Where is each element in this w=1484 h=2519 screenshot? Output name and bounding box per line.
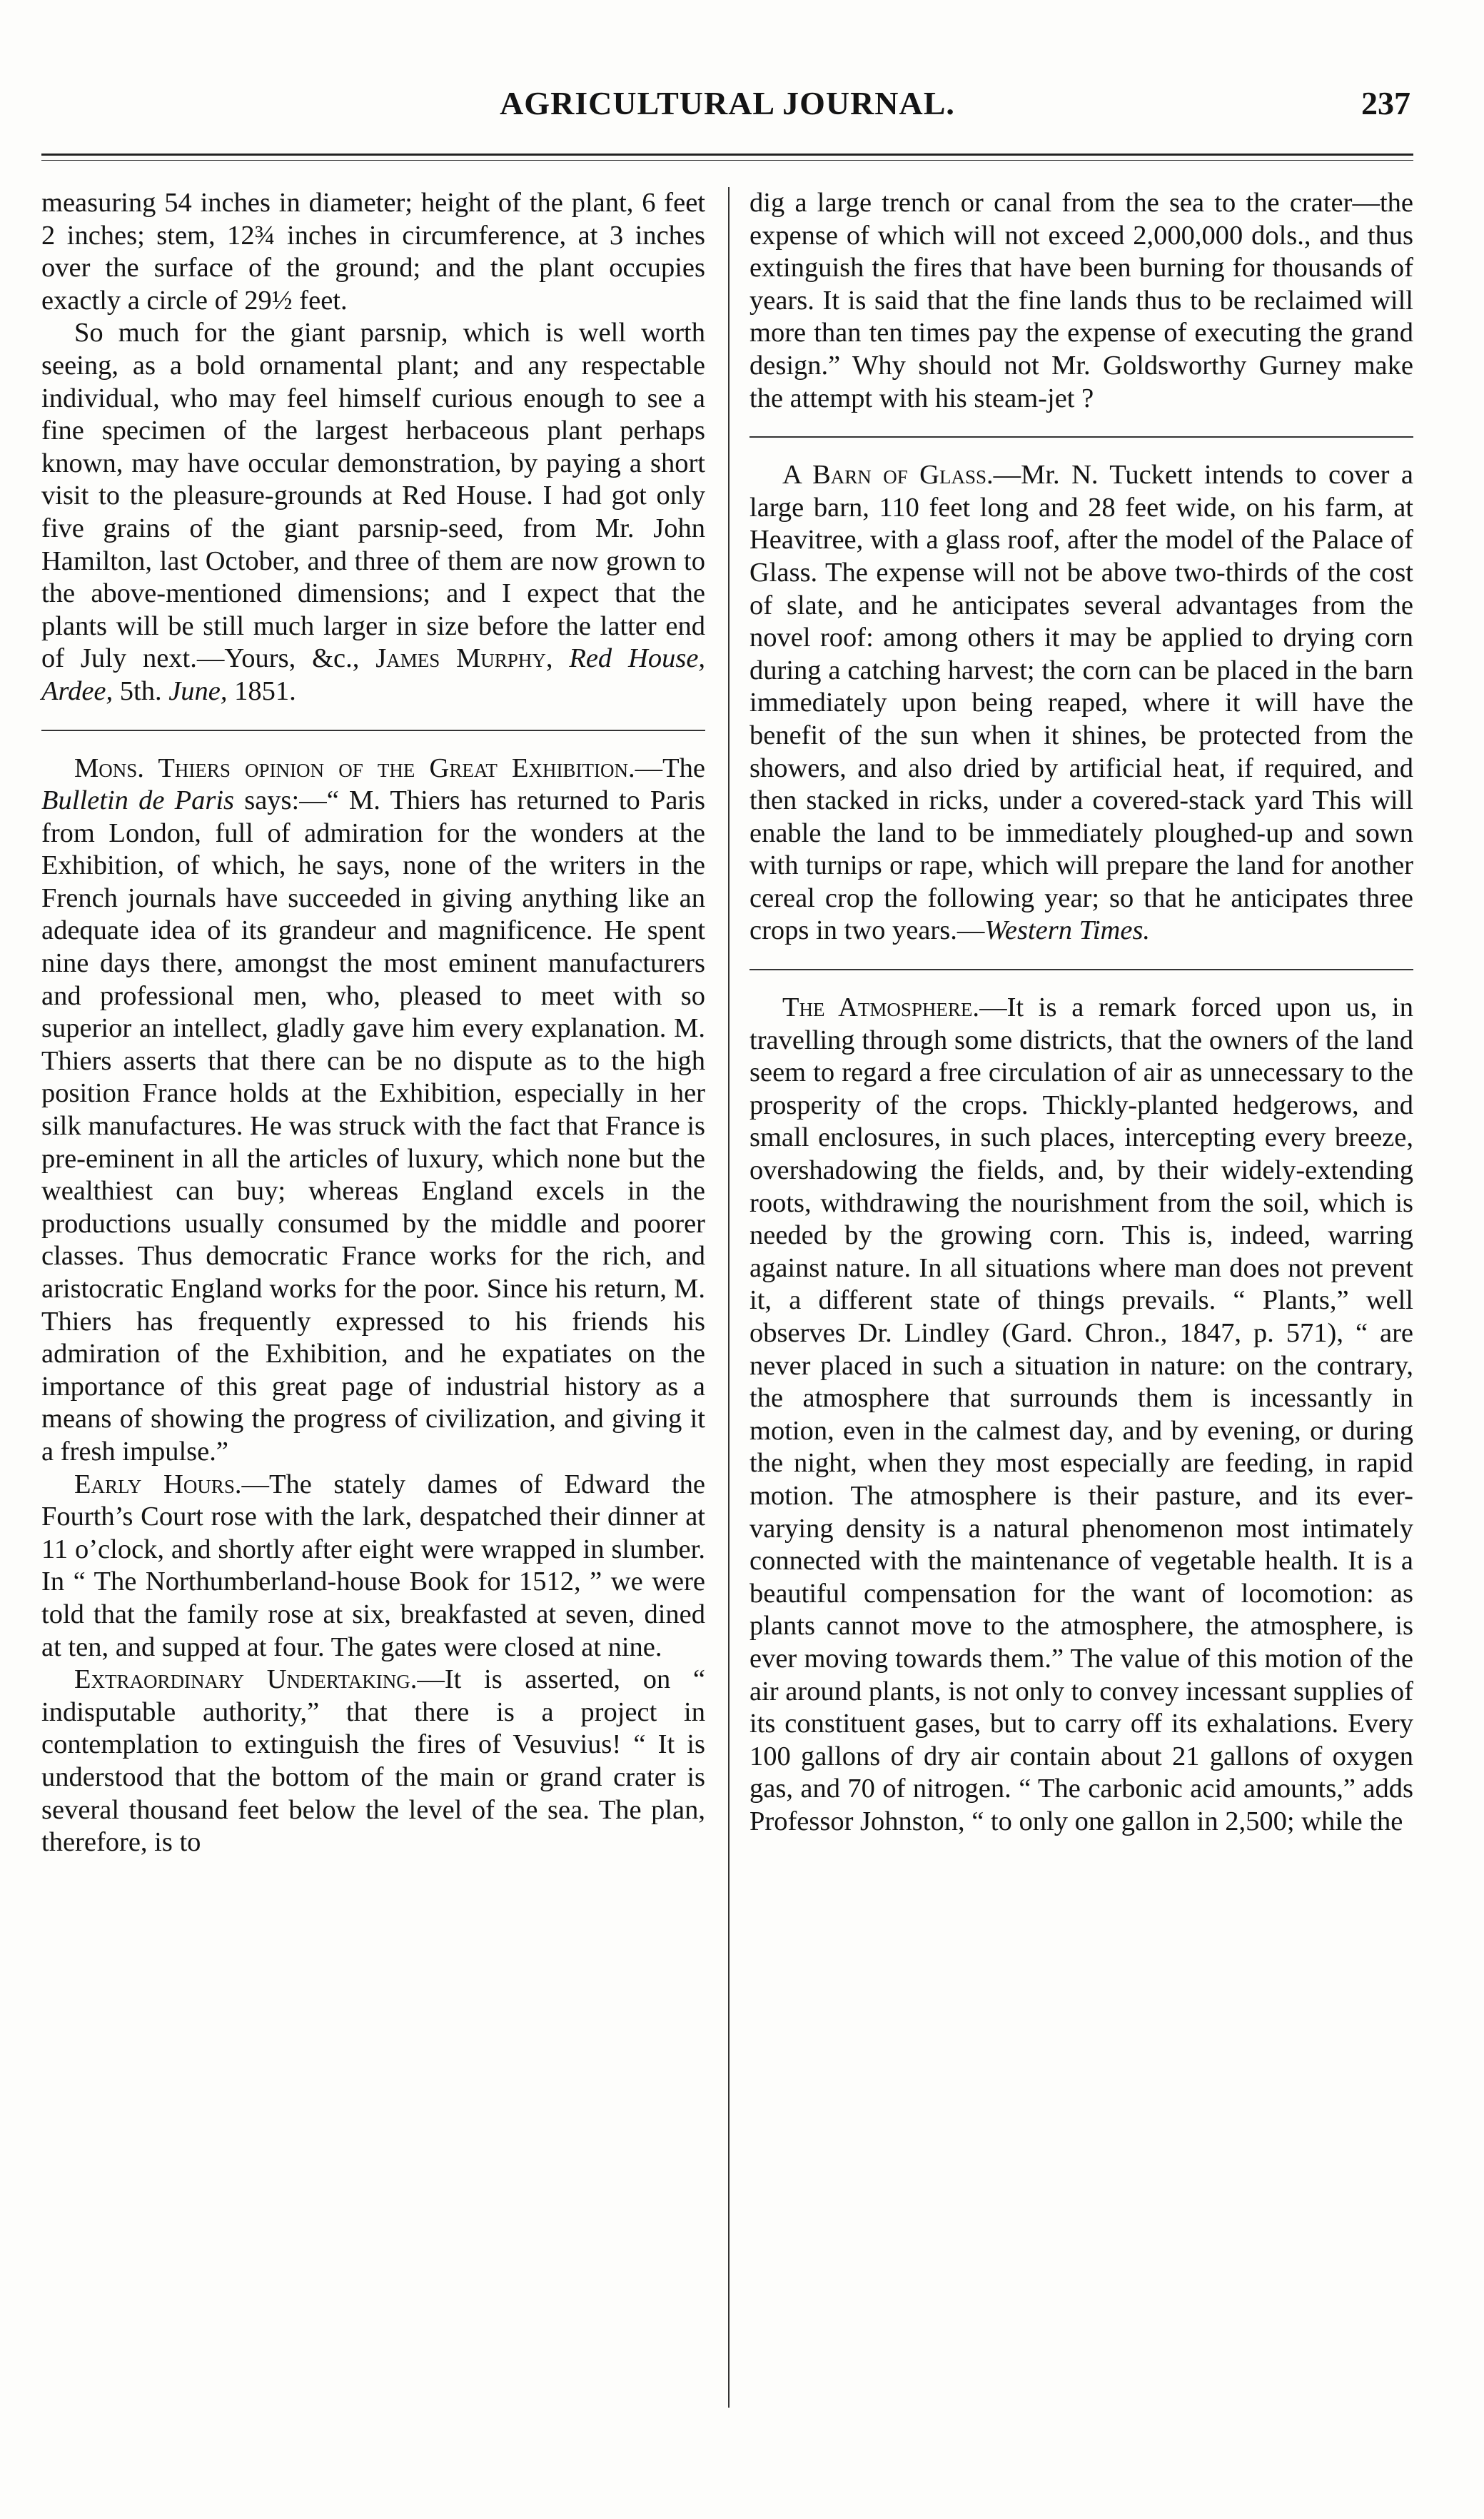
author-place: Red House, Ardee, bbox=[41, 643, 706, 706]
thiers-lead: —The bbox=[635, 753, 705, 783]
atmosphere-heading: The Atmosphere. bbox=[782, 992, 980, 1023]
author-signature: James Murphy, bbox=[375, 643, 553, 674]
undertaking-continued-paragraph: dig a large trench or canal from the sea to the crater—the expense of which will not exceed 2,000,000 dols., and thus extinguish the fires that have been burning for thousands of years. It is said that the fine lands thus to be reclaimed will more than ten times pay the expense of executing the grand design.” Why should not Mr. Goldsworthy Gurney make the attempt with his steam-jet ? bbox=[749, 188, 1413, 413]
article-separator bbox=[749, 436, 1413, 438]
parsnip-body: So much for the giant parsnip, which is well worth seeing, as a bold ornamental plant; and any respectable individual, who may feel himself curious enough to see a fine specimen of the largest herbaceous plant perhaps known, may have occular demonstration, by paying a short visit to the pleasure-grounds at Red House. I had got only five grains of the giant parsnip-seed, from Mr. John Hamilton, last October, and three of them are now grown to the above-mentioned dimensions; and I expect that the plants will be still much larger in size before the latter end of July next.—Yours, &c., bbox=[41, 318, 705, 674]
article-separator bbox=[41, 730, 705, 731]
barn-heading: A Barn of Glass. bbox=[782, 460, 994, 491]
undertaking-heading: Extraordinary Undertaking. bbox=[74, 1664, 418, 1695]
barn-article-paragraph bbox=[749, 459, 1413, 947]
thiers-source: Bulletin de Paris bbox=[41, 785, 235, 816]
barn-body: —Mr. N. Tuckett intends to cover a large barn, 110 feet long and 28 feet wide, on his farm, at Heavitree, with a glass roof, after the model of the Palace of Glass. The expense will not be above two-thirds of the cost of slate, and he anticipates several advantages from the novel roof: among others it may be applied to drying corn during a catching harvest; the corn can be placed in the barn immediately upon being reaped, where it will have the benefit of the sun when it shines, be protected from the showers, and also dried by artificial heat, if required, and then stacked in ricks, under a covered-stack yard This will enable the land to be immediately ploughed-up and sown with turnips or rape, which will prepare the land for another cereal crop the following year; so that he anticipates three crops in two years.— bbox=[749, 460, 1413, 946]
atmosphere-article-paragraph bbox=[749, 992, 1413, 1838]
author-month: June, bbox=[168, 675, 228, 706]
author-day: 5th. bbox=[119, 675, 162, 706]
header-rule bbox=[41, 154, 1413, 161]
left-column bbox=[41, 187, 705, 1859]
page-number: 237 bbox=[1361, 85, 1410, 121]
undertaking-paragraph bbox=[41, 1664, 705, 1859]
thiers-article-paragraph bbox=[41, 753, 705, 1469]
undertaking-body: —It is asserted, on “ indisputable authority,” that there is a project in contemplation to extinguish the fires of Vesuvius! “ It is understood that the bottom of the main or grand crater is several thousand feet below the level of the sea. The plan, therefore, is to bbox=[41, 1664, 705, 1858]
atmosphere-body: —It is a remark forced upon us, in travelling through some districts, that the owners of the land seem to regard a free circulation of air as unnecessary to the prosperity of the crops. Thickly-planted hedgerows, and small enclosures, in such places, intercepting every breeze, overshadowing the fields, and, by their widely-extending roots, withdrawing the nourishment from the soil, which is needed by the growing corn. This is, indeed, warring against nature. In all situations where man does not prevent it, a different state of things prevails. “ Plants,” well observes Dr. Lindley (Gard. Chron., 1847, p. 571), “ are never placed in such a situation in nature: on the contrary, the atmosphere that surrounds them is incessantly in motion, even in the calmest day, and by evening, or during the night, when they most especially are feeding, in rapid motion. The atmosphere is their pasture, and its ever-varying density is a natural phenomenon most intimately connected with the maintenance of vegetable health. It is a beautiful compensation for the want of locomotion: as plants cannot move to the atmosphere, the atmosphere, is ever moving towards them.” The value of this motion of the air around plants, is not only to convey incessant supplies of its constituent gases, but to carry off its exhalations. Every 100 gallons of dry air contain about 21 gallons of oxygen gas, and 70 of nitrogen. “ The carbonic acid amounts,” adds Professor Johnston, “ to only one gallon in 2,500; while the bbox=[749, 992, 1414, 1836]
thiers-body: says:—“ M. Thiers has returned to Paris from London, full of admiration for the wonders at the Exhibition, of which, he says, none of the writers in the French journals have succeeded in giving anything like an adequate idea of its grandeur and magnificence. He spent nine days there, amongst the most eminent manufacturers and professional men, who, pleased to meet with so superior an intellect, gladly gave him every explanation. M. Thiers asserts that there can be no dispute as to the high position France holds at the Exhibition, especially in her silk manufactures. He was struck with the fact that France is pre-eminent in all the articles of luxury, which none but the wealthiest can buy; whereas England excels in the productions usually consumed by the middle and poorer classes. Thus democratic France works for the rich, and aristocratic England works for the poor. Since his return, M. Thiers has frequently expressed to his friends his admiration of the Exhibition, and he expatiates on the importance of this great page of industrial history as a means of showing the progress of civilization, and giving it a fresh impulse.” bbox=[41, 785, 705, 1467]
column-divider bbox=[728, 187, 730, 2408]
parsnip-measurements-paragraph: measuring 54 inches in diameter; height of the plant, 6 feet 2 inches; stem, 12¾ inches in circumference, at 3 inches over the surface of the ground; and the plant occupies exactly a circle of 29½ feet. bbox=[41, 188, 705, 316]
page-header bbox=[41, 84, 1413, 141]
early-hours-paragraph bbox=[41, 1469, 705, 1664]
parsnip-article-paragraph bbox=[41, 317, 705, 708]
article-separator bbox=[749, 969, 1413, 970]
early-hours-heading: Early Hours. bbox=[74, 1469, 242, 1499]
thiers-heading: Mons. Thiers opinion of the Great Exhibition. bbox=[74, 753, 635, 783]
right-column bbox=[749, 187, 1413, 1839]
early-hours-body: —The stately dames of Edward the Fourth’s Court rose with the lark, despatched their dinner at 11 o’clock, and shortly after eight were wrapped in slumber. In “ The Northumberland-house Book for 1512, ” we were told that the family rose at six, breakfasted at seven, dined at ten, and supped at four. The gates were closed at nine. bbox=[41, 1469, 706, 1662]
barn-source: Western Times. bbox=[984, 915, 1151, 946]
running-title: AGRICULTURAL JOURNAL. bbox=[500, 85, 955, 121]
author-year: 1851. bbox=[234, 675, 296, 706]
